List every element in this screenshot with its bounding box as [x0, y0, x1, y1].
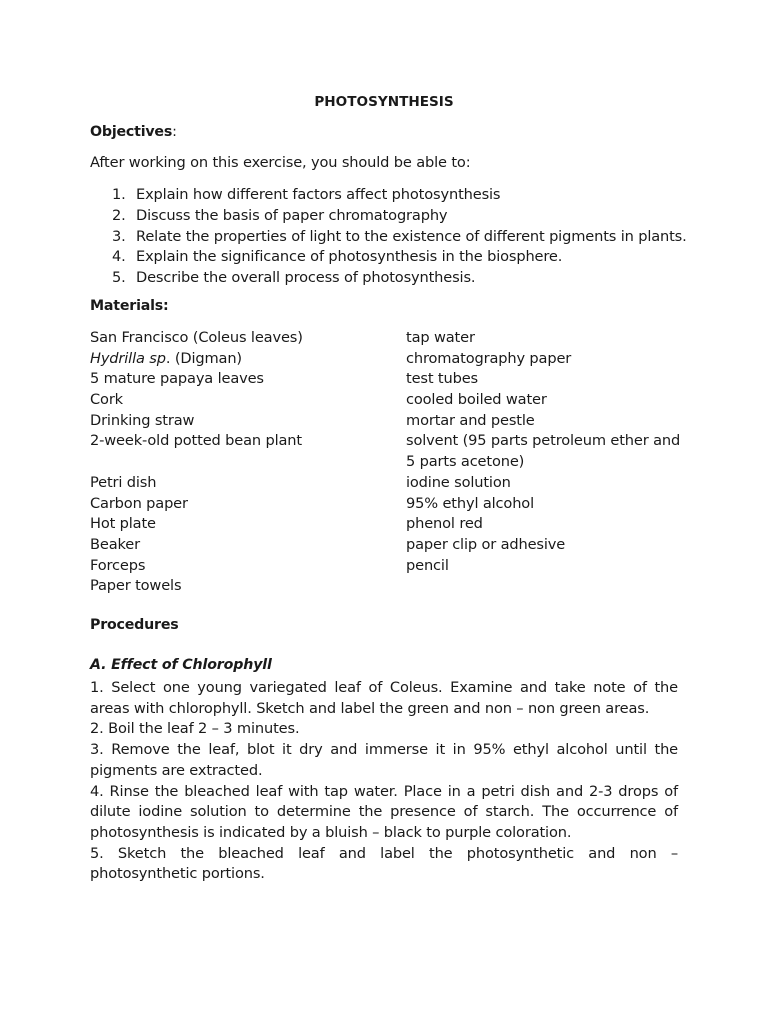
objective-text: Explain how different factors affect photosynthesis	[136, 186, 501, 203]
objective-number: 2.	[112, 206, 126, 224]
objective-number: 3.	[112, 227, 126, 245]
materials-heading-text: Materials	[90, 298, 164, 314]
procedure-step: 1. Select one young variegated leaf of Coleus. Examine and take note of the areas with chlorophyll. Sketch and label the green and non – non green areas.	[90, 679, 678, 717]
objective-item	[112, 268, 687, 289]
objective-text: Discuss the basis of paper chromatography	[136, 206, 448, 224]
material-item: iodine solution	[406, 473, 511, 491]
material-item	[90, 349, 303, 370]
material-item: 2-week-old potted bean plant	[90, 432, 302, 450]
material-item: mortar and pestle	[406, 411, 535, 429]
material-item-italic: Hydrilla sp	[90, 349, 166, 367]
objective-item	[112, 227, 687, 248]
material-item: paper clip or adhesive	[406, 535, 566, 553]
objective-number: 1.	[112, 186, 126, 203]
material-item: pencil	[406, 556, 449, 574]
materials-left-column	[90, 328, 303, 597]
material-item: test tubes	[406, 370, 478, 388]
material-item: phenol red	[406, 515, 483, 533]
material-item: Paper towels	[90, 577, 182, 595]
procedure-step: 3. Remove the leaf, blot it dry and immerse it in 95% ethyl alcohol until the pigments are extracted.	[90, 741, 678, 779]
procedures-heading: Procedures	[90, 617, 179, 633]
objective-text: Explain the significance of photosynthesis in the biosphere.	[136, 248, 563, 266]
material-item: tap water	[406, 329, 475, 346]
objectives-heading-text: Objectives	[90, 124, 173, 140]
procedure-step: 2. Boil the leaf 2 – 3 minutes.	[90, 720, 300, 738]
material-item: Forceps	[90, 556, 146, 574]
materials-heading	[90, 298, 169, 314]
materials-right-column	[406, 328, 686, 576]
objective-number: 4.	[112, 248, 126, 266]
objective-item	[112, 247, 687, 268]
objective-item	[112, 206, 687, 227]
material-item: Petri dish	[90, 473, 157, 491]
material-item: chromatography paper	[406, 349, 572, 367]
objective-text: Relate the properties of light to the existence of different pigments in plants.	[136, 227, 687, 245]
material-item: 95% ethyl alcohol	[406, 494, 534, 512]
material-item: 5 mature papaya leaves	[90, 370, 264, 388]
section-a-heading: A. Effect of Chlorophyll	[90, 657, 272, 673]
material-item: cooled boiled water	[406, 391, 547, 409]
material-item-rest: . (Digman)	[165, 349, 242, 367]
objectives-list	[112, 185, 687, 289]
objectives-heading	[90, 124, 177, 140]
objective-text: Describe the overall process of photosynthesis.	[136, 269, 476, 287]
material-item: Cork	[90, 391, 123, 409]
procedure-step: 5. Sketch the bleached leaf and label the photosynthetic and non – photosynthetic portions.	[90, 844, 678, 883]
material-item: Hot plate	[90, 515, 156, 533]
material-item: Drinking straw	[90, 411, 195, 429]
objective-item	[112, 185, 687, 206]
material-item: Beaker	[90, 535, 140, 553]
document-title: PHOTOSYNTHESIS	[314, 94, 454, 110]
material-item: solvent (95 parts petroleum ether and 5 parts acetone)	[406, 432, 681, 471]
procedure-step: 4. Rinse the bleached leaf with tap water. Place in a petri dish and 2-3 drops of dilute iodine solution to determine the presence of starch. The occurrence of photosynthesis is indicated by a bluish – black to purple coloration.	[90, 782, 678, 841]
objectives-intro: After working on this exercise, you should be able to:	[90, 154, 471, 171]
material-item: Carbon paper	[90, 494, 188, 512]
procedure-steps	[90, 678, 678, 885]
objectives-heading-colon: :	[172, 124, 177, 140]
objective-number: 5.	[112, 269, 126, 287]
materials-heading-colon: :	[163, 298, 169, 314]
material-item: San Francisco (Coleus leaves)	[90, 329, 303, 346]
